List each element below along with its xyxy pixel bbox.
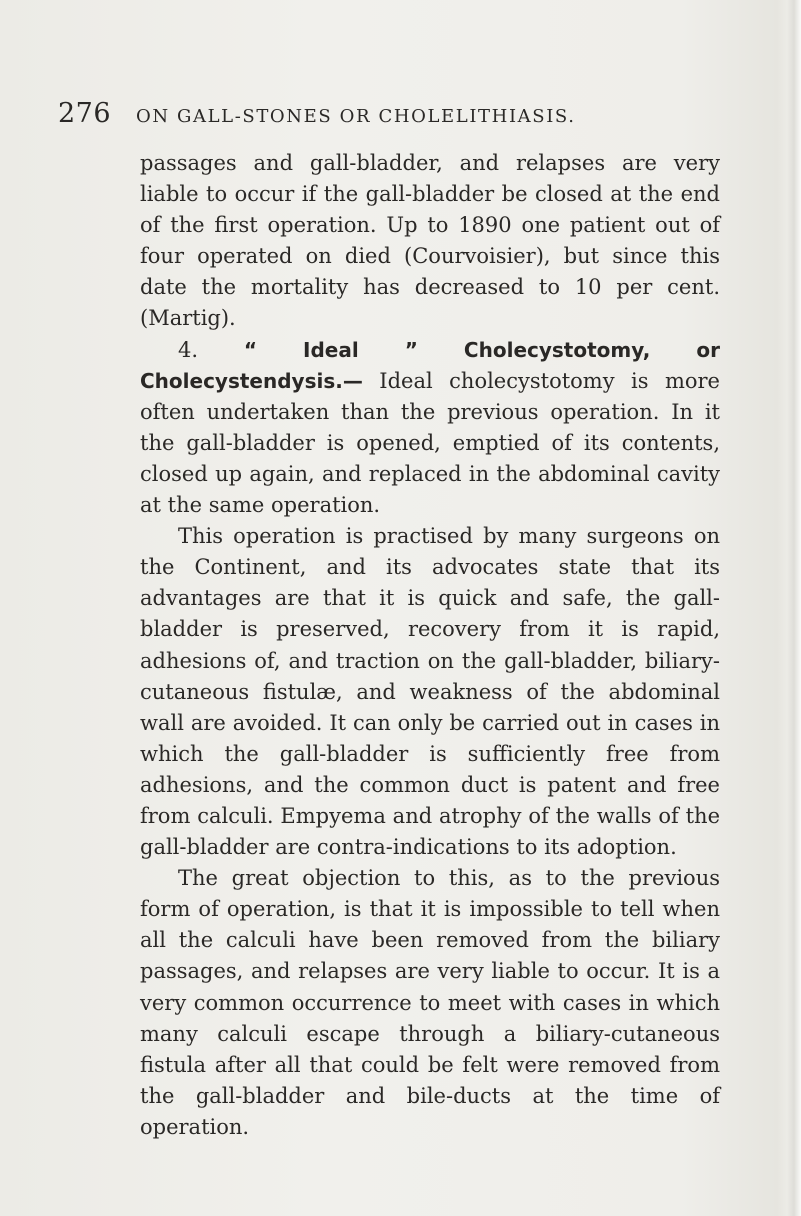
running-head: ON GALL-STONES OR CHOLELITHIASIS. xyxy=(136,106,576,127)
paragraph-4: The great objection to this, as to the previous form of operation, is that it is impossible to tell when all the calculi have been removed from the biliary passages, and relapses are very liable to occur. It is a very common occurrence to meet with cases in which many calculi escape through a biliary-cutaneous fistula after all that could be felt were removed from the gall-bladder and bile-ducts at the time of operation. xyxy=(140,866,720,1139)
section-number: 4. xyxy=(178,337,199,362)
paragraph-2 xyxy=(140,335,720,522)
paragraph-3: This operation is practised by many surgeons on the Continent, and its advocates state that its advantages are that it is quick and safe, the gall-bladder is preserved, recovery from it is rapid, adhesions of, and traction on the gall-bladder, biliary-cutaneous fistulæ, and weakness of the abdominal wall are avoided. It can only be carried out in cases in which the gall-bladder is sufficiently free from adhesions, and the common duct is patent and free from calculi. Empyema and atrophy of the walls of the gall-bladder are contra-indications to its adoption. xyxy=(140,524,720,860)
body-text xyxy=(140,148,720,1143)
page-header xyxy=(0,98,801,138)
page-edge-shadow xyxy=(787,0,801,1216)
paragraph-2-text: Ideal cholecystotomy is more often undertaken than the previous operation. In it the gall-bladder is opened, emptied of its contents, closed up again, and replaced in the abdominal cavity at the same operation. xyxy=(140,368,720,518)
section-heading: “ Ideal ” Cholecystotomy, or Cholecystendysis.— xyxy=(140,337,720,393)
paragraph-1: passages and gall-bladder, and relapses are very liable to occur if the gall-bladder be closed at the end of the first operation. Up to 1890 one patient out of four operated on died (Courvoisier), but since this date the mortality has decreased to 10 per cent. (Martig). xyxy=(140,151,720,331)
page-number: 276 xyxy=(58,98,112,129)
